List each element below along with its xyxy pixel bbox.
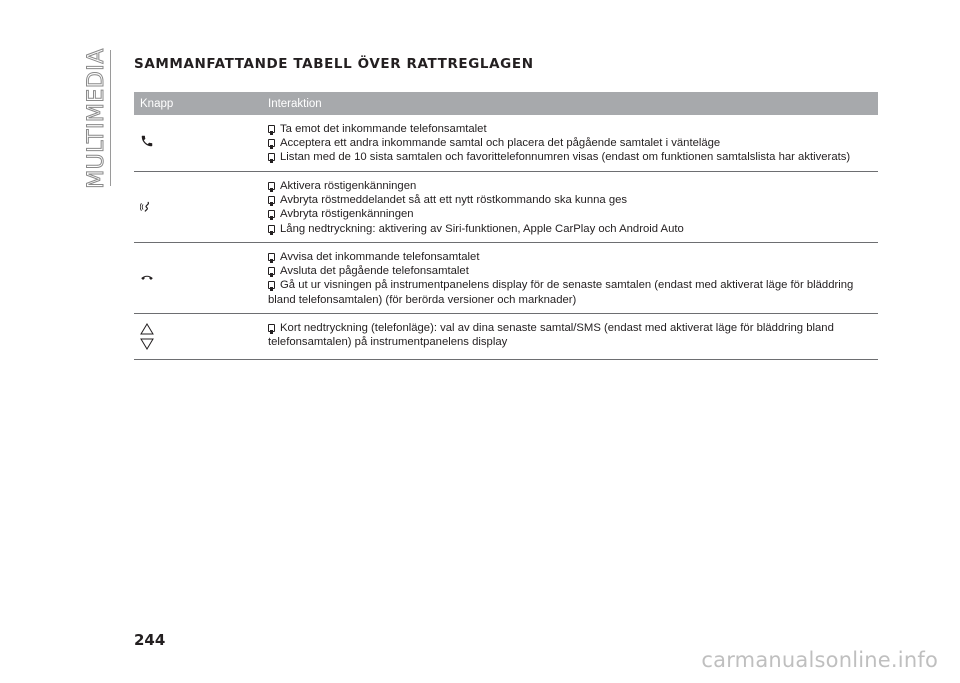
list-item: Kort nedtryckning (telefonläge): val av dina senaste samtal/SMS (endast med aktiverat läge för bläddring bland telefonsamtalen) på instrumentpanelens display xyxy=(268,322,834,349)
voice-command-icon xyxy=(140,200,154,214)
watermark: carmanualsonline.info xyxy=(701,648,938,672)
phone-hangup-icon xyxy=(140,271,154,283)
list-item: Aktivera röstigenkänningen xyxy=(268,179,878,193)
list-item: Avbryta röstigenkänningen xyxy=(268,207,878,221)
bullet-icon xyxy=(268,153,275,161)
table-header xyxy=(134,92,878,115)
table-row xyxy=(134,172,878,243)
bullet-icon xyxy=(268,210,275,218)
bullet-icon xyxy=(268,225,275,233)
page-number: 244 xyxy=(134,631,166,649)
up-down-arrows-icon xyxy=(140,323,154,351)
bullet-icon xyxy=(268,324,275,332)
section-divider xyxy=(110,50,111,186)
table-row xyxy=(134,314,878,360)
list-item: Gå ut ur visningen på instrumentpanelens display för de senaste samtalen (endast med aktiverat läge för bläddring bland telefonsamtalen) (för berörda versioner och marknader) xyxy=(268,279,854,306)
bullet-icon xyxy=(268,139,275,147)
phone-answer-icon xyxy=(140,134,154,148)
table-row xyxy=(134,115,878,172)
list-item: Avsluta det pågående telefonsamtalet xyxy=(268,264,878,278)
list-item: Avbryta röstmeddelandet så att ett nytt röstkommando ska kunna ges xyxy=(268,193,878,207)
table-row xyxy=(134,243,878,314)
bullet-icon xyxy=(268,253,275,261)
list-item: Listan med de 10 sista samtalen och favorittelefonnumren visas (endast om funktionen samtalslista har aktiverats) xyxy=(268,150,878,164)
bullet-icon xyxy=(268,182,275,190)
page-title: SAMMANFATTANDE TABELL ÖVER RATTREGLAGEN xyxy=(134,56,534,72)
bullet-icon xyxy=(268,267,275,275)
bullet-icon xyxy=(268,196,275,204)
list-item: Avvisa det inkommande telefonsamtalet xyxy=(268,250,878,264)
list-item: Lång nedtryckning: aktivering av Siri-funktionen, Apple CarPlay och Android Auto xyxy=(268,222,878,236)
controls-table xyxy=(134,92,878,360)
header-interaktion: Interaktion xyxy=(268,97,322,110)
section-label: MULTIMEDIA xyxy=(83,47,109,189)
bullet-icon xyxy=(268,125,275,133)
bullet-icon xyxy=(268,281,275,289)
list-item: Acceptera ett andra inkommande samtal och placera det pågående samtalet i vänteläge xyxy=(268,136,878,150)
header-knapp: Knapp xyxy=(140,97,174,110)
list-item: Ta emot det inkommande telefonsamtalet xyxy=(268,122,878,136)
